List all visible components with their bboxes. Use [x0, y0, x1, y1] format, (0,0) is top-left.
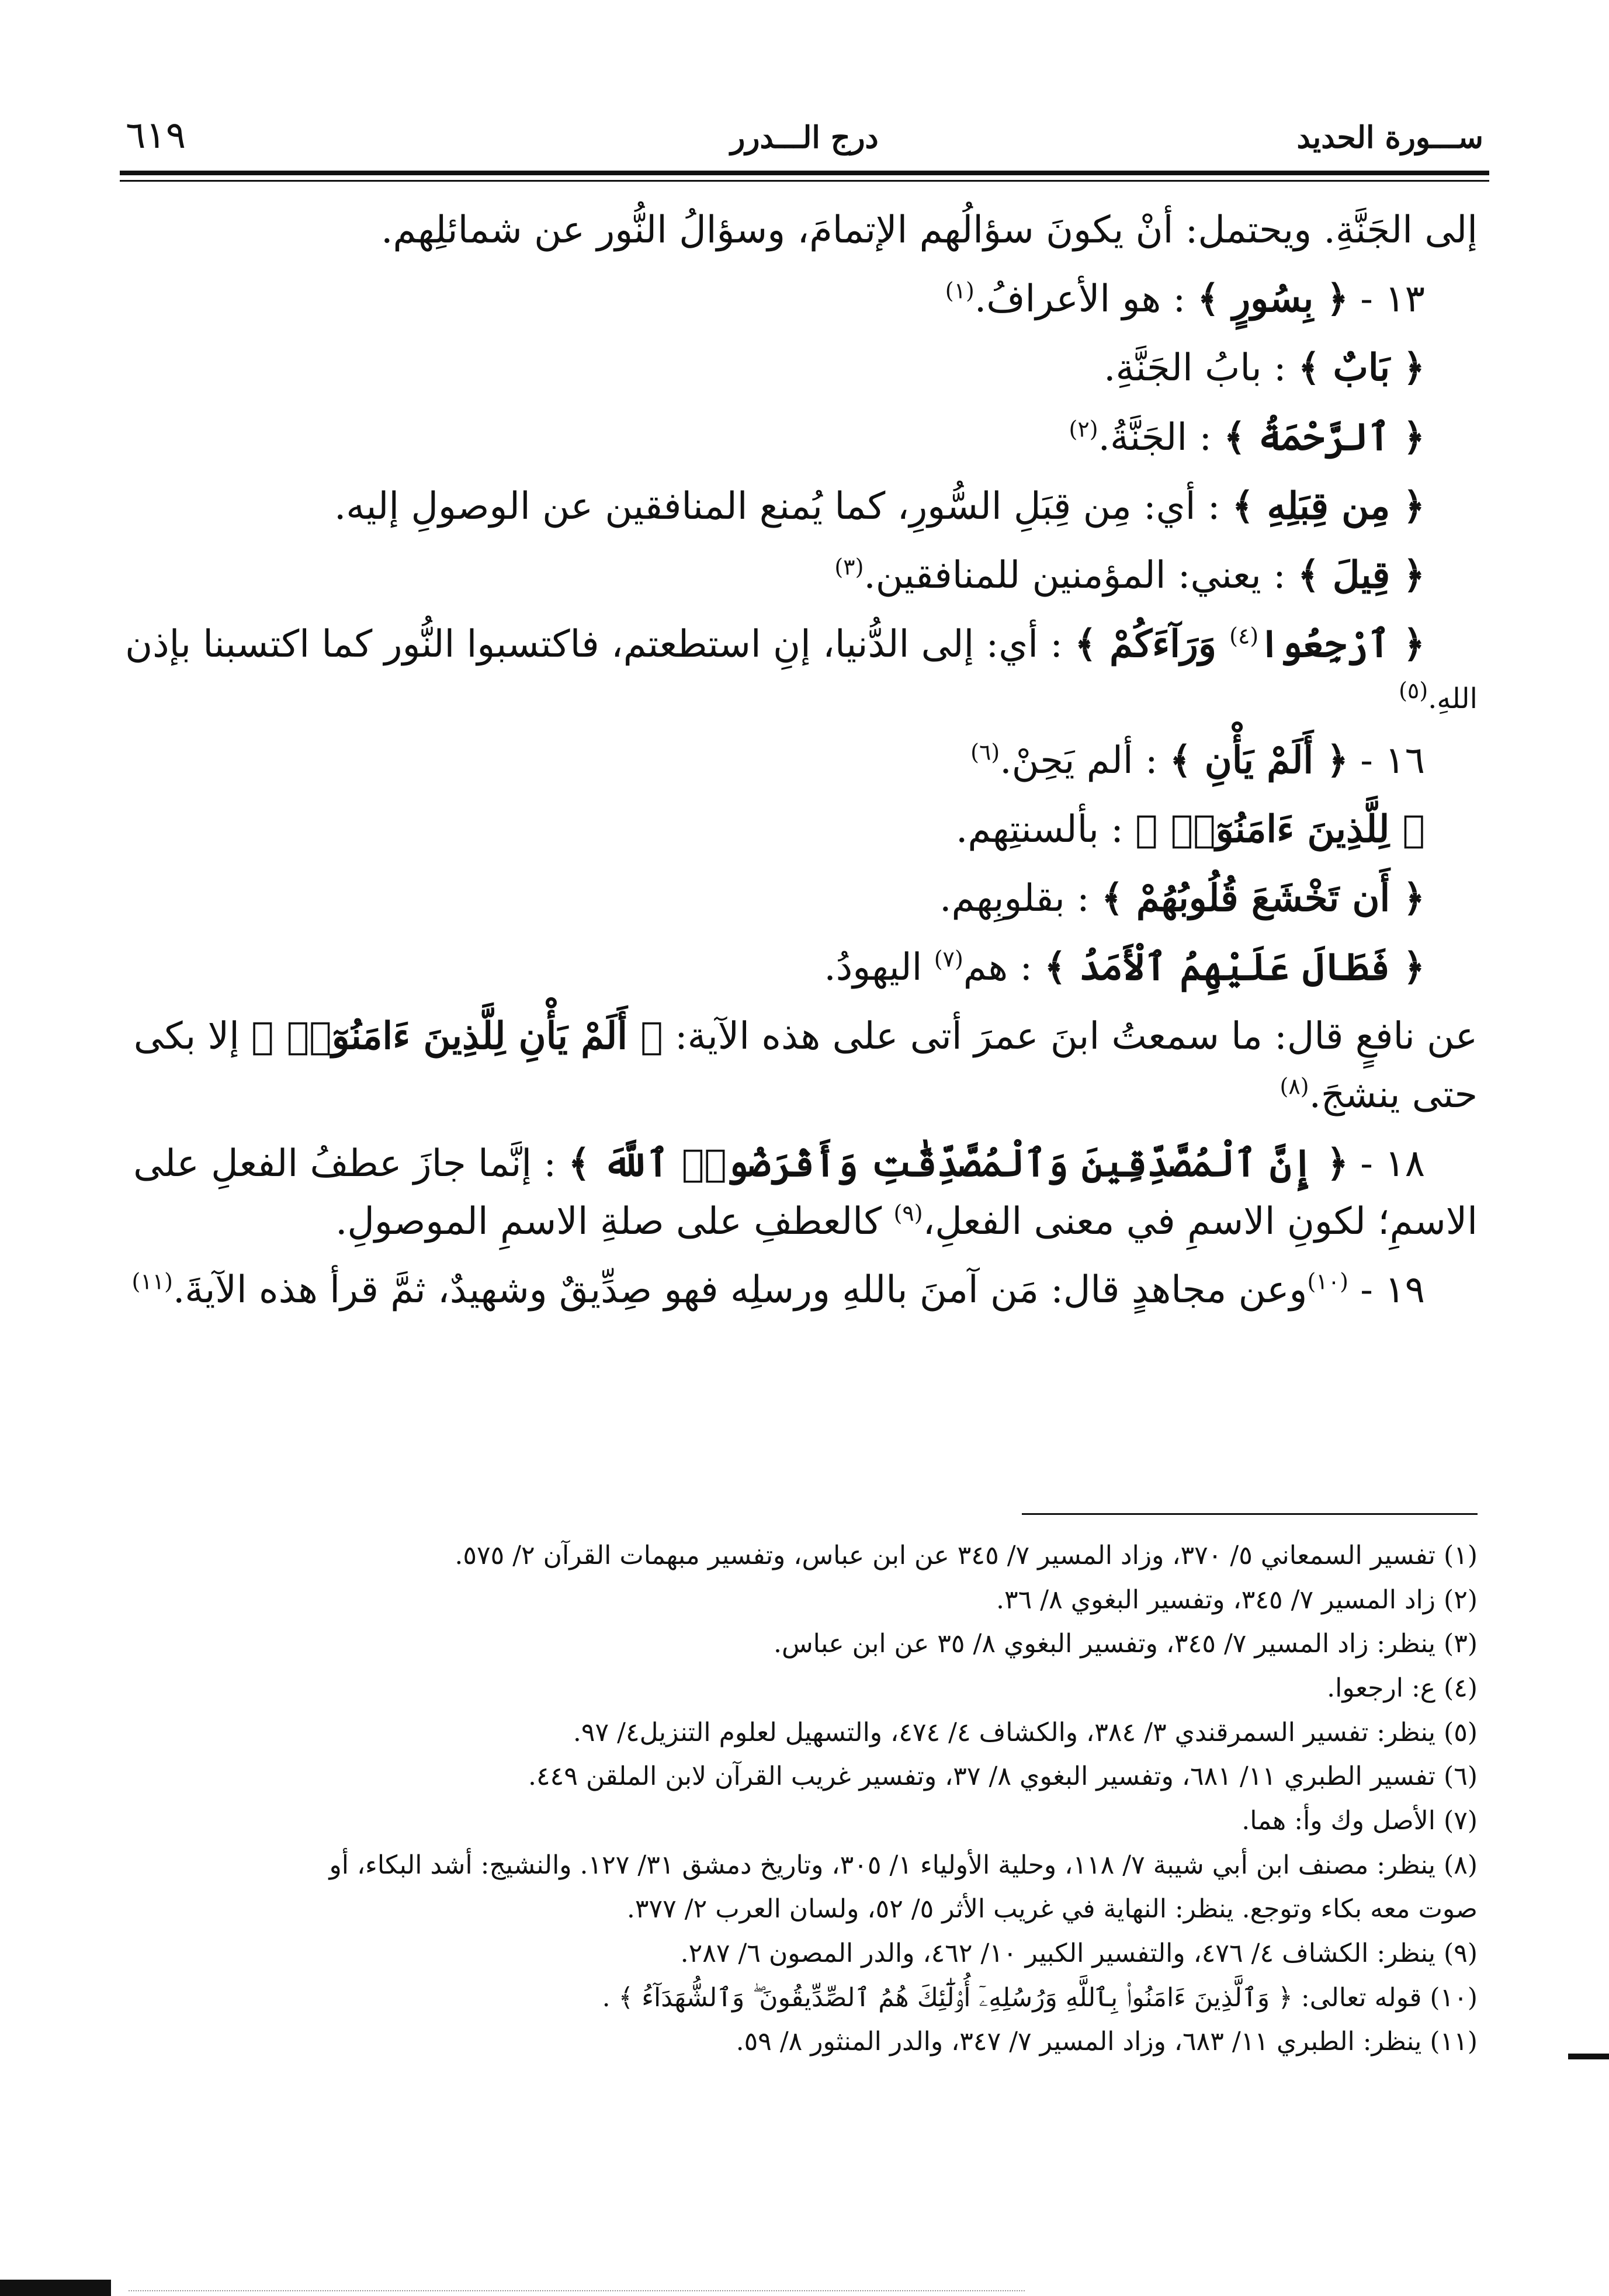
footnote-ref: (١٠)	[1307, 1268, 1348, 1295]
quran-quote: ﴿ فَطَالَ عَلَيْهِمُ ٱلْأَمَدُ ﴾	[1044, 945, 1425, 990]
header-rule-thin	[120, 180, 1489, 182]
verse-line: ﴿ أَن تَخْشَعَ قُلُوبُهُمْ ﴾ : بقلوبِهم.	[939, 876, 1425, 921]
footnote-ref: (٦)	[970, 739, 1000, 765]
scan-edge-bar	[0, 2280, 111, 2296]
footnote: (٥) ينظر: تفسير السمرقندي ٣/ ٣٨٤، والكشاف ٤/ ٤٧٤، والتسهيل لعلوم التنزيل٤/ ٩٧.	[573, 1717, 1478, 1747]
footnote-separator	[1022, 1513, 1478, 1515]
verse-line: ١٨ - ﴿ إِنَّ ٱلْمُصَّدِّقِينَ وَٱلْمُصَّدِّقَٰتِ وَأَقْرَضُوا۟ ٱللَّهَ ﴾ : إنَّما جازَ عطفُ الفعلِ على	[133, 1141, 1425, 1185]
quran-quote: ﴿ أَلَمْ يَأْنِ ﴾	[1169, 738, 1348, 782]
page-header	[126, 114, 1483, 167]
footnote-ref: (٧)	[934, 946, 963, 972]
text-line: الاسمِ؛ لكونِ الاسمِ في معنى الفعلِ،$^{(٩)}$ كالعطفِ على صلةِ الاسمِ الموصولِ.	[335, 1200, 1478, 1244]
footnote: (٤) ع: ارجعوا.	[1327, 1673, 1478, 1704]
footnote: (١٠) قوله تعالى: ﴿ وَٱلَّذِينَ ءَامَنُوا۟ بِٱللَّهِ وَرُسُلِهِۦٓ أُو۟لَٰٓئِكَ هُمُ ٱلصِّدِّيقُونَ ۖ وَٱلشُّهَدَآءُ ﴾ .	[602, 1982, 1478, 2013]
quran-quote: ﴿ مِن قِبَلِهِ ﴾	[1232, 484, 1425, 528]
margin-mark	[1568, 2054, 1609, 2059]
header-rule-thick	[120, 171, 1489, 175]
footnote: (١١) ينظر: الطبري ١١/ ٦٨٣، وزاد المسير ٧/ ٣٤٧، والدر المنثور ٨/ ٥٩.	[736, 2027, 1478, 2057]
footnote-ref: (٣)	[834, 554, 864, 580]
footnote-ref: (٢)	[1069, 416, 1098, 442]
footnote-ref: (٥)	[1399, 678, 1428, 704]
quran-quote: ﴿ بِسُورٍ ﴾	[1197, 277, 1348, 321]
verse-line: ١٩ - $^{(١٠)}$وعن مجاهدٍ قال: مَن آمنَ باللهِ ورسلِه فهو صِدِّيقٌ وشهيدٌ، ثمَّ قرأ هذه الآيةَ.$^{(١١)}$	[131, 1268, 1425, 1312]
book-title: درج الـــدرر	[730, 120, 879, 155]
footnote-ref: (٩)	[893, 1200, 923, 1226]
quran-quote: ﴿ لِلَّذِينَ ءَامَنُوٓا۟ ﴾	[1135, 807, 1425, 851]
footnote: (٢) زاد المسير ٧/ ٣٤٥، وتفسير البغوي ٨/ ٣٦.	[996, 1584, 1478, 1615]
quran-quote: ﴿ قِيلَ ﴾	[1298, 553, 1425, 597]
scan-edge-dots	[129, 2290, 1025, 2291]
footnote: (٦) تفسير الطبري ١١/ ٦٨١، وتفسير البغوي ٨/ ٣٧، وتفسير غريب القرآن لابن الملقن ٤٤٩.	[528, 1761, 1478, 1792]
verse-number: ١٩ -	[1348, 1268, 1425, 1312]
footnote: (٨) ينظر: مصنف ابن أبي شيبة ٧/ ١١٨، وحلية الأولياء ١/ ٣٠٥، وتاريخ دمشق ٣١/ ١٢٧. والنشيج: أشد البكاء، أو	[329, 1850, 1478, 1880]
quran-quote: ﴿ بَابٌ ﴾	[1298, 346, 1425, 390]
text-line: حتى ينشجَ.$^{(٨)}$	[1279, 1073, 1478, 1116]
quran-quote: وَرَآءَكُمْ ﴾	[1074, 622, 1230, 667]
verse-number: ١٣ -	[1348, 278, 1425, 321]
verse-line: ١٦ - ﴿ أَلَمْ يَأْنِ ﴾ : ألم يَحِنْ.$^{(٦)}$	[970, 738, 1425, 782]
verse-line: ﴿ ٱرْجِعُوا$^{(٤)}$ وَرَآءَكُمْ ﴾ : أي: إلى الدُّنيا، إنِ استطعتم، فاكتسبوا النُّور كما اكتسبنا بإذن	[125, 622, 1425, 667]
verse-line: ﴿ لِلَّذِينَ ءَامَنُوٓا۟ ﴾ : بألسنتِهم.	[955, 807, 1425, 851]
footnote-continuation: صوت معه بكاء وتوجع. ينظر: النهاية في غريب الأثر ٥/ ٥٢، ولسان العرب ٢/ ٣٧٧.	[626, 1894, 1478, 1924]
verse-number: ١٦ -	[1348, 738, 1425, 782]
footnotes	[117, 1534, 1478, 2064]
footnote: (١) تفسير السمعاني ٥/ ٣٧٠، وزاد المسير ٧/ ٣٤٥ عن ابن عباس، وتفسير مبهمات القرآن ٢/ ٥٧٥.	[455, 1541, 1478, 1570]
verse-line: ﴿ قِيلَ ﴾ : يعني: المؤمنين للمنافقين.$^{(٣)}$	[834, 553, 1425, 597]
verse-line: ١٣ - ﴿ بِسُورٍ ﴾ : هو الأعرافُ.$^{(١)}$	[945, 277, 1425, 321]
page-number: ٦١٩	[126, 114, 186, 157]
verse-line: ﴿ ٱلرَّحْمَةُ ﴾ : الجَنَّةُ.$^{(٢)}$	[1069, 415, 1425, 459]
surah-title: ســـورة الحديد	[1296, 120, 1483, 155]
footnote: (٣) ينظر: زاد المسير ٧/ ٣٤٥، وتفسير البغوي ٨/ ٣٥ عن ابن عباس.	[773, 1629, 1478, 1659]
text-line: عن نافعٍ قال: ما سمعتُ ابنَ عمرَ أتى على هذه الآية: ﴿ أَلَمْ يَأْنِ لِلَّذِينَ ءَامَنُوٓا۟ ﴾ إلا بكى	[133, 1014, 1478, 1059]
quran-quote: ﴿ أَلَمْ يَأْنِ لِلَّذِينَ ءَامَنُوٓا۟ ﴾	[251, 1014, 663, 1059]
verse-line: ﴿ بَابٌ ﴾ : بابُ الجَنَّةِ.	[1104, 346, 1425, 390]
verse-number: ١٨ -	[1348, 1142, 1425, 1185]
quran-quote: ﴿ ٱرْجِعُوا	[1258, 622, 1425, 667]
main-text	[120, 202, 1478, 1330]
verse-line: ﴿ فَطَالَ عَلَيْهِمُ ٱلْأَمَدُ ﴾ : هم$^{(٧)}$ اليهودُ.	[824, 945, 1425, 990]
quran-quote: ﴿ أَن تَخْشَعَ قُلُوبُهُمْ ﴾	[1101, 876, 1425, 921]
text-line: إلى الجَنَّةِ. ويحتمل: أنْ يكونَ سؤالُهم الإتمامَ، وسؤالُ النُّور عن شمائلِهم.	[381, 209, 1478, 252]
footnote-ref: (١١)	[131, 1268, 173, 1295]
footnote-ref: (١)	[945, 278, 975, 304]
quran-quote: ﴿ إِنَّ ٱلْمُصَّدِّقِينَ وَٱلْمُصَّدِّقَٰتِ وَأَقْرَضُوا۟ ٱللَّهَ ﴾	[568, 1141, 1348, 1185]
footnote: (٩) ينظر: الكشاف ٤/ ٤٧٦، والتفسير الكبير ١٠/ ٤٦٢، والدر المصون ٦/ ٢٨٧.	[680, 1938, 1478, 1969]
footnote-ref: (٨)	[1279, 1073, 1309, 1100]
footnote: (٧) الأصل وك وأ: هما.	[1242, 1806, 1478, 1836]
footnote-ref: (٤)	[1229, 623, 1259, 649]
verse-line: ﴿ مِن قِبَلِهِ ﴾ : أي: مِن قِبَلِ السُّورِ، كما يُمنع المنافقين عن الوصولِ إليه.	[334, 484, 1425, 528]
text-line: اللهِ.$^{(٥)}$	[1399, 678, 1478, 716]
quran-quote: ﴿ ٱلرَّحْمَةُ ﴾	[1223, 415, 1425, 459]
